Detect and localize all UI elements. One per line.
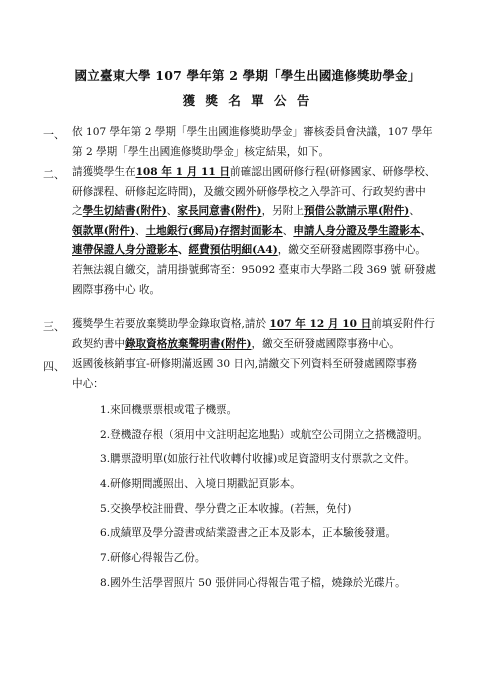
paragraph-line bbox=[72, 241, 436, 261]
text-segment: 前填妥附件行 bbox=[371, 318, 435, 330]
section-number: 二、 bbox=[43, 168, 65, 181]
text-segment: 若無法親自繳交，請用掛號郵寄至：95092 臺東市大學路二段 369 號 研發處 bbox=[72, 263, 437, 276]
emphasized-text: 申請人身分證及學生證影本 bbox=[293, 224, 421, 237]
text-segment: ，另附上 bbox=[261, 205, 304, 218]
paragraph-line bbox=[72, 281, 436, 301]
section-number: 一、 bbox=[43, 128, 65, 141]
checklist-item: 3.購票證明單(如旅行社代收轉付收據)或足資證明支付票款之文件。 bbox=[100, 453, 415, 465]
paragraph-line bbox=[72, 163, 436, 183]
paragraph-line bbox=[72, 355, 417, 375]
checklist-item: 4.研修期間護照出、入境日期戳記頁影本。 bbox=[100, 478, 301, 490]
section-paragraph bbox=[72, 163, 436, 300]
text-segment: 國際事務中心 收。 bbox=[72, 283, 161, 296]
paragraph-line bbox=[72, 123, 433, 143]
emphasized-text: 家長同意書(附件) bbox=[177, 205, 262, 218]
section-paragraph bbox=[72, 315, 435, 354]
emphasized-text: 土地銀行(郵局)存摺封面影本 bbox=[145, 224, 283, 237]
emphasized-text: 學生切結書(附件) bbox=[82, 205, 167, 218]
paragraph-line bbox=[72, 143, 433, 163]
paragraph-line bbox=[72, 375, 417, 395]
text-segment: 、 bbox=[282, 224, 294, 237]
paragraph-line bbox=[72, 315, 435, 335]
emphasized-text: 經費預估明細(A4) bbox=[188, 244, 278, 257]
checklist-item: 7.研修心得報告乙份。 bbox=[100, 552, 206, 564]
emphasized-text: 108 年 1 月 11 日 bbox=[135, 166, 231, 178]
emphasized-text: 領款單(附件) bbox=[72, 224, 135, 237]
paragraph-line bbox=[72, 202, 436, 222]
text-segment: 第 2 學期「學生出國進修獎助學金」核定結果，如下。 bbox=[72, 145, 330, 158]
checklist-item: 6.成績單及學分證書或結業證書之正本及影本，正本驗後發還。 bbox=[100, 527, 397, 539]
text-segment: 、 bbox=[135, 224, 146, 237]
text-segment: ，繳交至研發處國際事務中心。 bbox=[251, 337, 400, 350]
section-number: 四、 bbox=[43, 360, 65, 373]
paragraph-line bbox=[72, 222, 436, 242]
document-subtitle: 獲 獎 名 單 公 告 bbox=[182, 93, 313, 108]
text-segment: ，繳交至研發處國際事務中心。 bbox=[277, 244, 427, 257]
text-segment: 之 bbox=[72, 205, 83, 218]
section-number: 三、 bbox=[43, 320, 65, 333]
section-paragraph bbox=[72, 123, 433, 162]
paragraph-line bbox=[72, 261, 436, 281]
paragraph-line bbox=[72, 183, 436, 203]
text-segment: 獲獎學生若要放棄獎助學金錄取資格,請於 bbox=[72, 318, 270, 330]
section-paragraph bbox=[72, 355, 417, 394]
text-segment: 前確認出國研修行程(研修國家、研修學校、 bbox=[230, 166, 436, 178]
emphasized-text: 連帶保證人身分證影本 bbox=[72, 244, 178, 257]
text-segment: 依 107 學年第 2 學期「學生出國進修獎助學金」審核委員會決議，107 學年 bbox=[72, 126, 433, 138]
text-segment: 中心： bbox=[72, 377, 104, 390]
emphasized-text: 、 bbox=[420, 224, 432, 237]
emphasized-text: 107 年 12 月 10 日 bbox=[269, 318, 372, 330]
text-segment: 研修課程、研修起迄時間)，及繳交國外研修學校之入學許可、行政契約書中 bbox=[72, 185, 426, 198]
document-title: 國立臺東大學 107 學年第 2 學期「學生出國進修獎助學金」 bbox=[74, 68, 421, 83]
checklist-item: 2.登機證存根（須用中文註明起迄地點）或航空公司開立之搭機證明。 bbox=[100, 429, 428, 441]
emphasized-text: 、 bbox=[177, 244, 189, 257]
checklist-item: 5.交換學校註冊費、學分費之正本收據。(若無，免付) bbox=[100, 503, 352, 515]
text-segment: 、 bbox=[166, 205, 178, 218]
text-segment: 請獲獎學生在 bbox=[72, 166, 136, 178]
emphasized-text: 錄取資格放棄聲明書(附件) bbox=[124, 337, 252, 350]
checklist-item: 1.來回機票票根或電子機票。 bbox=[100, 404, 238, 416]
checklist-item: 8.國外生活學習照片 50 張併同心得報告電子檔，燒錄於光碟片。 bbox=[100, 577, 406, 589]
emphasized-text: 預借公款請示單(附件) bbox=[303, 205, 410, 218]
text-segment: 、 bbox=[409, 205, 420, 218]
text-segment: 政契約書中 bbox=[72, 337, 125, 350]
text-segment: 返國後核銷事宜-研修期滿返國 30 日內,請繳交下列資料至研發處國際事務 bbox=[72, 358, 417, 370]
paragraph-line bbox=[72, 335, 435, 355]
